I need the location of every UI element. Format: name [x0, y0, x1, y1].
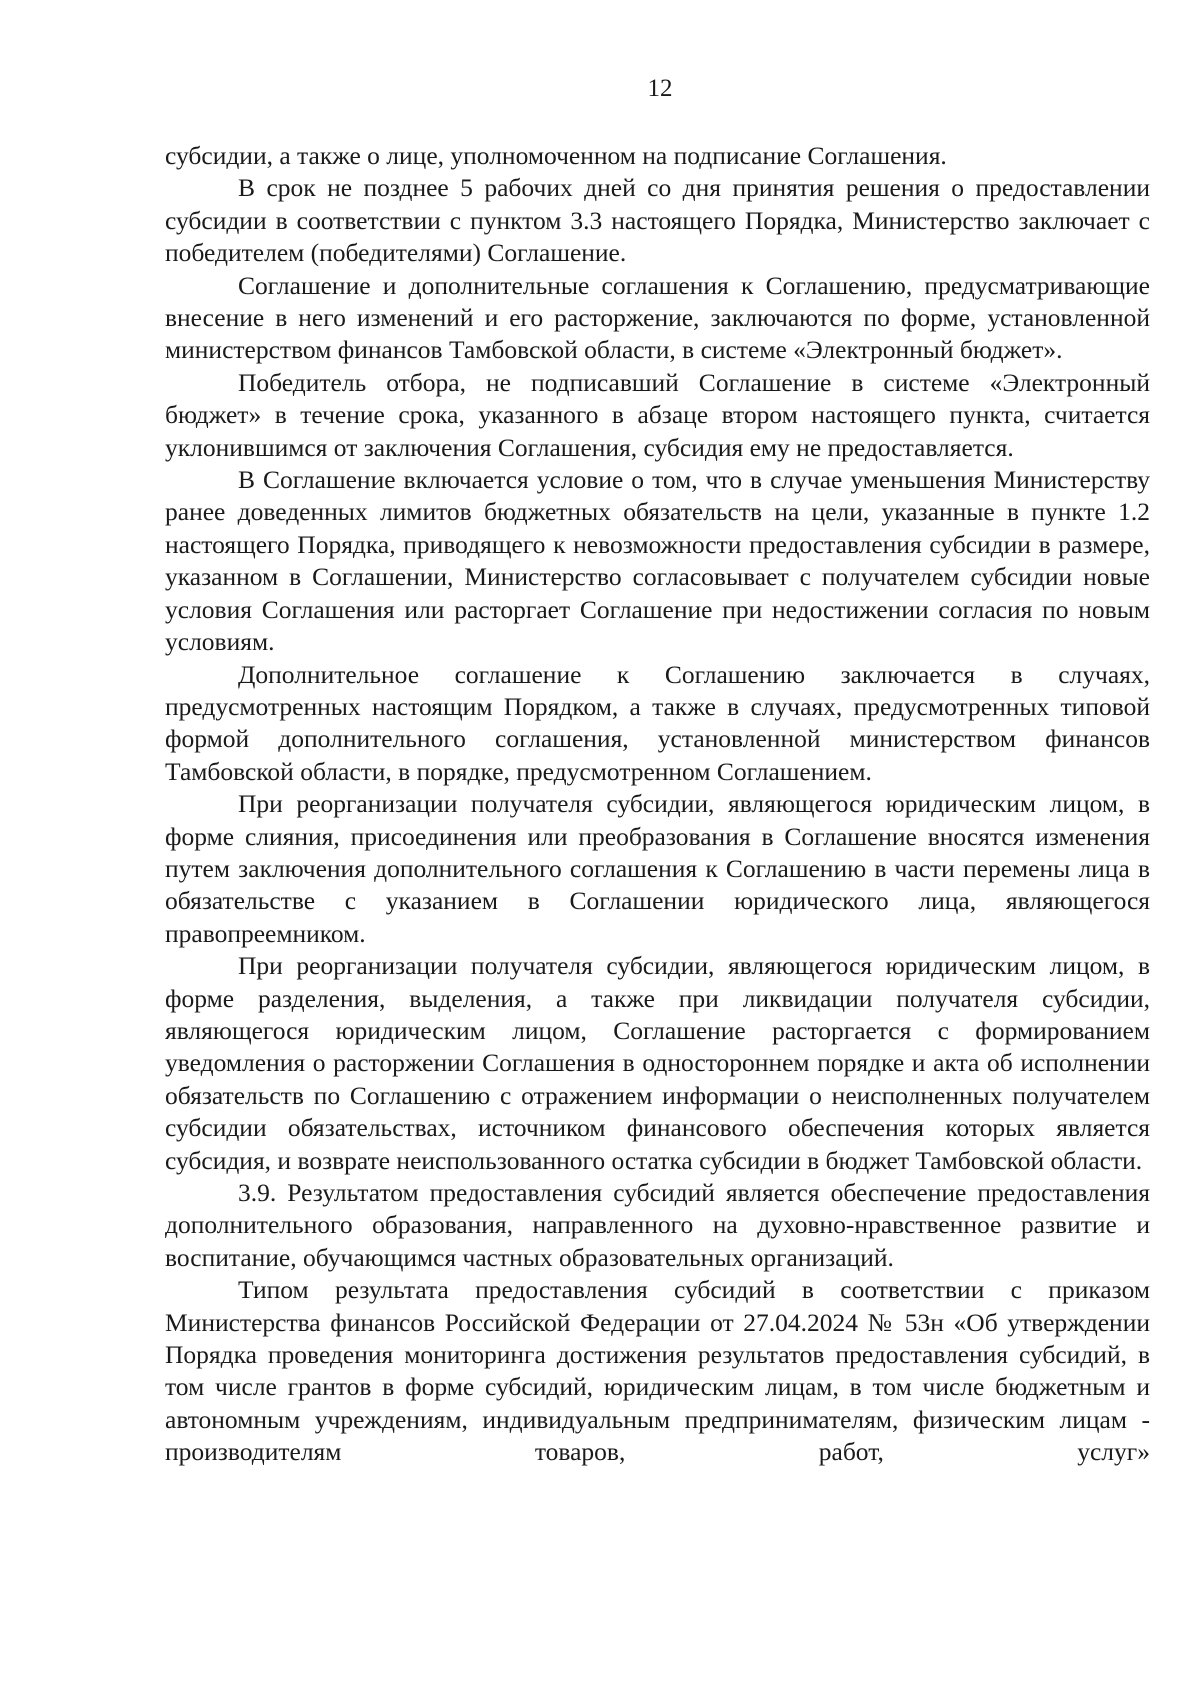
paragraph-2: В срок не позднее 5 рабочих дней со дня принятия решения о предоставлении субсидии в соответствии с пунктом 3.3 настоящего Порядка, Министерство заключает с победителем (победителями) Соглашение.	[165, 173, 1150, 268]
paragraph-5: В Соглашение включается условие о том, что в случае уменьшения Министерству ранее доведенных лимитов бюджетных обязательств на цели, указанные в пункте 1.2 настоящего Порядка, приводящего к невозможности предоставления субсидии в размере, указанном в Соглашении, Министерство согласовывает с получателем субсидии новые условия Соглашения или расторгает Соглашение при недостижении согласия по новым условиям.	[165, 465, 1150, 657]
paragraph-9: 3.9. Результатом предоставления субсидий является обеспечение предоставления дополнительного образования, направленного на духовно-нравственное развитие и воспитание, обучающимся частных образовательных организаций.	[165, 1178, 1150, 1272]
paragraph-1: субсидии, а также о лице, уполномоченном на подписание Соглашения.	[165, 141, 947, 170]
paragraph-6: Дополнительное соглашение к Соглашению заключается в случаях, предусмотренных настоящим Порядком, а также в случаях, предусмотренных типовой формой дополнительного соглашения, установленной министерством финансов Тамбовской области, в порядке, предусмотренном Соглашением.	[165, 659, 1150, 786]
paragraph-3: Соглашение и дополнительные соглашения к Соглашению, предусматривающие внесение в него изменений и его расторжение, заключаются по форме, установленной министерством финансов Тамбовской области, в системе «Электронный бюджет».	[165, 270, 1150, 365]
paragraph-4: Победитель отбора, не подписавший Соглашение в системе «Электронный бюджет» в течение срока, указанного в абзаце втором настоящего пункта, считается уклонившимся от заключения Соглашения, субсидия ему не предоставляется.	[165, 367, 1150, 462]
paragraph-7: При реорганизации получателя субсидии, являющегося юридическим лицом, в форме слияния, присоединения или преобразования в Соглашение вносятся изменения путем заключения дополнительного соглашения к Соглашению в части перемены лица в обязательстве с указанием в Соглашении юридического лица, являющегося правопреемником.	[165, 789, 1150, 948]
document-body	[165, 140, 1150, 1469]
page-number: 12	[647, 75, 673, 102]
paragraph-10: Типом результата предоставления субсидий в соответствии с приказом Министерства финансов Российской Федерации от 27.04.2024 № 53н «Об утверждении Порядка проведения мониторинга достижения результатов предоставления субсидий, в том числе грантов в форме субсидий, юридическим лицам, в том числе бюджетным и автономным учреждениям, индивидуальным предпринимателям, физическим лицам - производителям товаров, работ, услуг»	[165, 1275, 1150, 1467]
paragraph-8: При реорганизации получателя субсидии, являющегося юридическим лицом, в форме разделения, выделения, а также при ликвидации получателя субсидии, являющегося юридическим лицом, Соглашение расторгается с формированием уведомления о расторжении Соглашения в одностороннем порядке и акта об исполнении обязательств по Соглашению с отражением информации о неисполненных получателем субсидии обязательствах, источником финансового обеспечения которых является субсидия, и возврате неиспользованного остатка субсидии в бюджет Тамбовской области.	[165, 951, 1150, 1175]
